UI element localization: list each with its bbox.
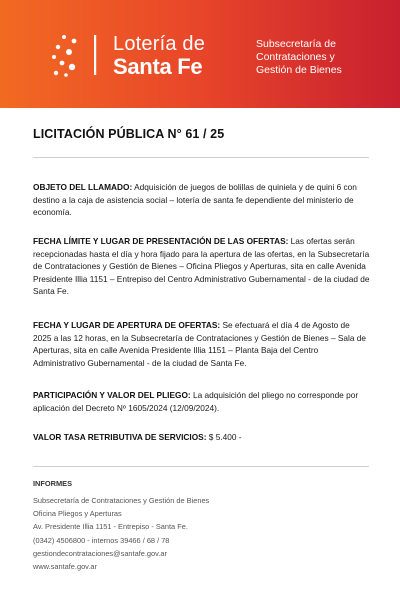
loteria-logo-icon	[50, 33, 100, 77]
section-text: Adquisición de juegos de bolillas de quiniela y de quini 6 con destino a la caja de asistencia social – lotería de santa fe dependiente del ministerio de economía.	[33, 182, 357, 218]
subsecretaria-title	[256, 38, 396, 77]
informes-email: gestiondecontrataciones@santafe.gov.ar	[33, 548, 167, 558]
informes-phone: (0342) 4506800 - internos 39466 / 68 / 78	[33, 535, 170, 545]
logo-line-1: Lotería de	[113, 33, 206, 55]
section-text: Se efectuará el día 4 de Agosto de 2025 a las 12 horas, en la Subsecretaría de Contrataciones y Gestión de Bienes – Sala de Aperturas, sita en calle Avenida Presidente Illia 1151 – Planta Baja del Centro Administrativo Gubernamental - de la ciudad de Santa Fe.	[33, 320, 367, 368]
informes-line: Subsecretaría de Contrataciones y Gestión de Bienes	[33, 496, 210, 505]
section-label: FECHA Y LUGAR DE APERTURA DE OFERTAS:	[33, 320, 221, 330]
logo-line-2: Santa Fe	[113, 54, 203, 79]
subsecretaria-line: Contrataciones y	[256, 51, 335, 63]
section-label: FECHA LÍMITE Y LUGAR DE PRESENTACIÓN DE LAS OFERTAS:	[33, 236, 289, 246]
divider	[33, 157, 369, 158]
section-objeto	[33, 181, 370, 219]
header-banner	[0, 0, 400, 108]
divider	[33, 466, 369, 467]
document-title: LICITACIÓN PÚBLICA N° 61 / 25	[33, 127, 225, 141]
informes-line: Oficina Pliegos y Aperturas	[33, 509, 122, 519]
section-text: La adquisición del pliego no corresponde por aplicación del Decreto Nº 1605/2024 (12/09/2024).	[33, 390, 359, 413]
section-fecha-limite	[33, 235, 370, 298]
section-label: VALOR TASA RETRIBUTIVA DE SERVICIOS:	[33, 432, 207, 442]
informes-website: www.santafe.gov.ar	[33, 562, 97, 572]
informes-title: INFORMES	[33, 479, 73, 488]
section-label: OBJETO DEL LLAMADO:	[33, 182, 133, 192]
section-valor-tasa	[33, 431, 370, 444]
subsecretaria-line: Gestión de Bienes	[256, 64, 342, 76]
informes-line: Av. Presidente Illia 1151 - Entrepiso - Santa Fe.	[33, 522, 188, 532]
section-participacion	[33, 389, 370, 414]
section-apertura	[33, 319, 370, 369]
section-text: Las ofertas serán recepcionadas hasta el día y hora fijado para la apertura de las ofertas, en la Subsecretaría de Contrataciones y Gestión de Bienes – Oficina Pliegos y Aperturas, sita en calle Avenida Presidente Illia 1151 – Entrepiso del Centro Administrativo Gubernamental - de la ciudad de Santa Fe.	[33, 236, 370, 297]
informes-block	[33, 479, 370, 573]
section-text: $ 5.400 -	[206, 432, 242, 442]
subsecretaria-line: Subsecretaría de	[256, 38, 336, 50]
section-label: PARTICIPACIÓN Y VALOR DEL PLIEGO:	[33, 390, 191, 400]
logo-wordmark	[113, 34, 205, 80]
